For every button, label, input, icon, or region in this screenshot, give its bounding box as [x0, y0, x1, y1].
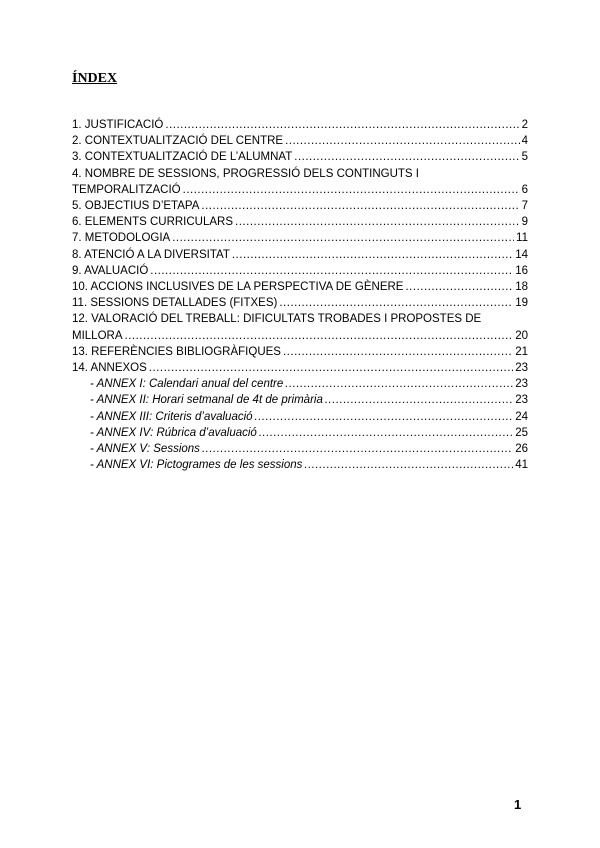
toc-page-number: 9 [521, 216, 528, 229]
dot-leader [149, 360, 513, 376]
toc-page-number: 24 [515, 410, 528, 423]
toc-annex-4[interactable] [72, 425, 528, 441]
toc-entry-label: 1. JUSTIFICACIÓ [72, 119, 164, 131]
toc-entry-diversitat[interactable] [72, 247, 528, 263]
toc-annex-label: - ANNEX I: Calendari anual del centre [90, 378, 284, 391]
toc-page-number: 23 [515, 362, 528, 375]
toc-page-number: 26 [515, 443, 528, 456]
table-of-contents [72, 117, 528, 473]
toc-entry-label: 14. ANNEXOS [72, 362, 147, 375]
toc-page-number: 23 [515, 394, 528, 407]
dot-leader [259, 425, 513, 441]
toc-entry-annexos[interactable] [72, 360, 528, 376]
toc-page-number: 20 [515, 329, 528, 342]
dot-leader [285, 133, 520, 149]
toc-entry-label: 10. ACCIONS INCLUSIVES DE LA PERSPECTIVA DE GÈNERE [72, 281, 404, 294]
toc-annex-label: - ANNEX III: Criteris d’avaluació [90, 410, 253, 423]
toc-annex-6[interactable] [72, 457, 528, 473]
dot-leader [294, 149, 519, 165]
toc-page-number: 7 [521, 200, 528, 213]
toc-entry-label: TEMPORALITZACIÓ [72, 183, 181, 196]
toc-entry-label-line1: 12. VALORACIÓ DEL TREBALL: DIFICULTATS TROBADES I PROPOSTES DE [72, 313, 482, 326]
dot-leader [201, 198, 519, 214]
toc-annex-5[interactable] [72, 441, 528, 457]
toc-entry-label: 5. OBJECTIUS D’ETAPA [72, 200, 200, 213]
dot-leader [183, 182, 520, 198]
toc-entry-sessions-detallades[interactable] [72, 295, 528, 311]
toc-page-number: 14 [515, 248, 528, 261]
dot-leader [304, 457, 513, 473]
toc-annex-label: - ANNEX VI: Pictogrames de les sessions [90, 459, 303, 472]
toc-page-number: 18 [515, 281, 528, 294]
toc-entry-label: 13. REFERÈNCIES BIBLIOGRÀFIQUES [72, 345, 281, 358]
toc-page-number: 23 [515, 378, 528, 391]
toc-annex-label: - ANNEX V: Sessions [90, 443, 200, 456]
toc-entry-label: 8. ATENCIÓ A LA DIVERSITAT [72, 248, 230, 261]
toc-entry-label: 9. AVALUACIÓ [72, 264, 149, 277]
toc-page-number: 25 [515, 426, 528, 439]
toc-entry-genere[interactable] [72, 279, 528, 295]
dot-leader [285, 376, 513, 392]
toc-entry-objectius[interactable] [72, 198, 528, 214]
toc-annex-1[interactable] [72, 376, 528, 392]
toc-annex-label: - ANNEX IV: Rúbrica d’avaluació [90, 426, 257, 439]
page-number: 1 [514, 797, 522, 812]
toc-annex-3[interactable] [72, 409, 528, 425]
dot-leader [125, 328, 514, 344]
toc-page-number: 41 [515, 459, 528, 472]
dot-leader [325, 392, 513, 408]
toc-entry-referencies[interactable] [72, 344, 528, 360]
dot-leader [202, 441, 513, 457]
toc-entry-label-line1: 4. NOMBRE DE SESSIONS, PROGRESSIÓ DELS CONTINGUTS I [72, 167, 419, 180]
dot-leader [255, 409, 514, 425]
toc-page-number: 5 [521, 151, 528, 164]
toc-entry-valoracio[interactable] [72, 311, 528, 343]
toc-entry-metodologia[interactable] [72, 230, 528, 246]
toc-entry-context-alumnat[interactable] [72, 149, 528, 165]
dot-leader [172, 230, 514, 246]
toc-entry-label: 11. SESSIONS DETALLADES (FITXES) [72, 297, 278, 310]
toc-entry-justificacio[interactable] [72, 117, 528, 133]
toc-entry-sessions[interactable] [72, 166, 528, 198]
toc-entry-label: 2. CONTEXTUALITZACIÓ DEL CENTRE [72, 135, 284, 148]
toc-entry-label: 3. CONTEXTUALITZACIÓ DE L’ALUMNAT [72, 151, 293, 164]
toc-page-number: 4 [521, 135, 528, 148]
dot-leader [232, 247, 513, 263]
toc-entry-label: 7. METODOLOGIA [72, 232, 171, 245]
toc-entry-avaluacio[interactable] [72, 263, 528, 279]
dot-leader [279, 295, 513, 311]
toc-page-number: 21 [515, 345, 528, 358]
dot-leader [405, 279, 513, 295]
toc-entry-label: MILLORA [72, 329, 123, 342]
index-title: ÍNDEX [72, 71, 118, 86]
dot-leader [165, 117, 519, 133]
dot-leader [235, 214, 520, 230]
toc-annex-label: - ANNEX II: Horari setmanal de 4t de primària [90, 394, 323, 407]
toc-entry-context-centre[interactable] [72, 133, 528, 149]
dot-leader [283, 344, 513, 360]
toc-page-number: 2 [521, 119, 528, 131]
toc-page-number: 19 [515, 297, 528, 310]
toc-annex-2[interactable] [72, 392, 528, 408]
toc-page-number: 6 [521, 183, 528, 196]
toc-page-number: 16 [515, 264, 528, 277]
toc-entry-label: 6. ELEMENTS CURRICULARS [72, 216, 234, 229]
toc-entry-elements[interactable] [72, 214, 528, 230]
toc-page-number: 11 [516, 232, 528, 245]
dot-leader [150, 263, 513, 279]
